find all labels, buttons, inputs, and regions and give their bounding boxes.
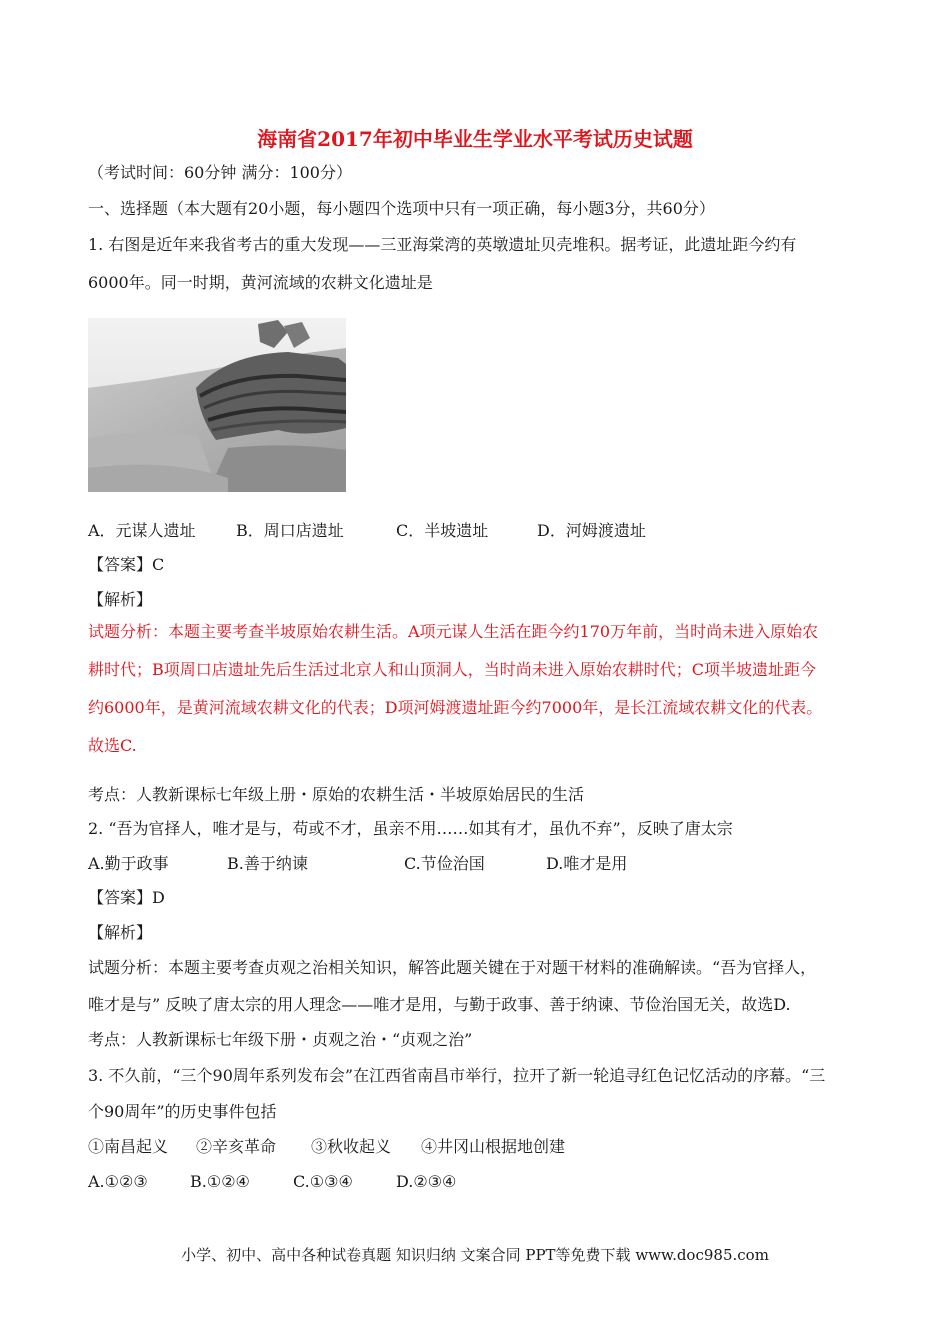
q1-option-c: C．半坡遗址 (396, 521, 489, 540)
q3-stem-line1: 3. 不久前，“三个90周年系列发布会”在江西省南昌市举行，拉开了新一轮追寻红色记忆活动的序幕。“三 (88, 1066, 826, 1085)
q3-item-3: ③秋收起义 (311, 1137, 392, 1156)
q1-stem-line2: 6000年。同一时期，黄河流域的农耕文化遗址是 (88, 273, 433, 292)
q1-point: 考点：人教新课标七年级上册・原始的农耕生活・半坡原始居民的生活 (88, 785, 585, 804)
q2-answer: 【答案】D (88, 888, 165, 907)
q2-option-b: B.善于纳谏 (227, 854, 308, 873)
q3-option-c: C.①③④ (293, 1172, 353, 1191)
q1-option-b: B．周口店遗址 (236, 521, 344, 540)
q1-analysis-line1: 试题分析：本题主要考查半坡原始农耕生活。A项元谋人生活在距今约170万年前，当时尚未进入原始农 (88, 622, 819, 641)
q3-stem-line2: 个90周年”的历史事件包括 (88, 1102, 277, 1121)
q3-option-d: D.②③④ (396, 1172, 457, 1191)
q1-answer: 【答案】C (88, 555, 165, 574)
q2-analysis-label: 【解析】 (88, 923, 153, 942)
q2-analysis-line1: 试题分析：本题主要考查贞观之治相关知识，解答此题关键在于对题干材料的准确解读。“吾为官择人， (88, 958, 817, 977)
q1-stem-line1: 1. 右图是近年来我省考古的重大发现——三亚海棠湾的英墩遗址贝壳堆积。据考证，此遗址距今约有 (88, 235, 797, 254)
q2-option-d: D.唯才是用 (546, 854, 628, 873)
section-heading: 一、选择题（本大题有20小题，每小题四个选项中只有一项正确，每小题3分，共60分） (88, 199, 715, 218)
q2-stem: 2. “吾为官择人，唯才是与，苟或不才，虽亲不用……如其有才，虽仇不弃”，反映了唐太宗 (88, 819, 733, 838)
q3-option-a: A.①②③ (88, 1172, 148, 1191)
q2-analysis-line2: 唯才是与” 反映了唐太宗的用人理念——唯才是用，与勤于政事、善于纳谏、节俭治国无关，故选D. (88, 995, 791, 1014)
q1-analysis-label: 【解析】 (88, 590, 153, 609)
q3-item-2: ②辛亥革命 (196, 1137, 277, 1156)
q3-option-b: B.①②④ (190, 1172, 250, 1191)
q1-option-d: D．河姆渡遗址 (537, 521, 646, 540)
exam-info: （考试时间：60分钟 满分：100分） (88, 163, 352, 182)
q1-option-a: A．元谋人遗址 (88, 521, 196, 540)
q1-analysis-line3: 约6000年，是黄河流域农耕文化的代表；D项河姆渡遗址距今约7000年，是长江流域农耕文化的代表。 (88, 698, 823, 717)
q1-analysis-line2: 耕时代；B项周口店遗址先后生活过北京人和山顶洞人，当时尚未进入原始农耕时代；C项半坡遗址距今 (88, 660, 817, 679)
page-title: 海南省2017年初中毕业生学业水平考试历史试题 (257, 127, 693, 151)
shell-midden-photo (88, 318, 346, 492)
q2-option-a: A.勤于政事 (88, 854, 169, 873)
q2-point: 考点：人教新课标七年级下册・贞观之治・“贞观之治” (88, 1030, 473, 1049)
q2-option-c: C.节俭治国 (404, 854, 485, 873)
q1-analysis-line4: 故选C. (88, 736, 137, 755)
page-footer: 小学、初中、高中各种试卷真题 知识归纳 文案合同 PPT等免费下载 www.doc985.com (181, 1246, 769, 1264)
q3-item-1: ①南昌起义 (88, 1137, 169, 1156)
q3-item-4: ④井冈山根据地创建 (421, 1137, 566, 1156)
